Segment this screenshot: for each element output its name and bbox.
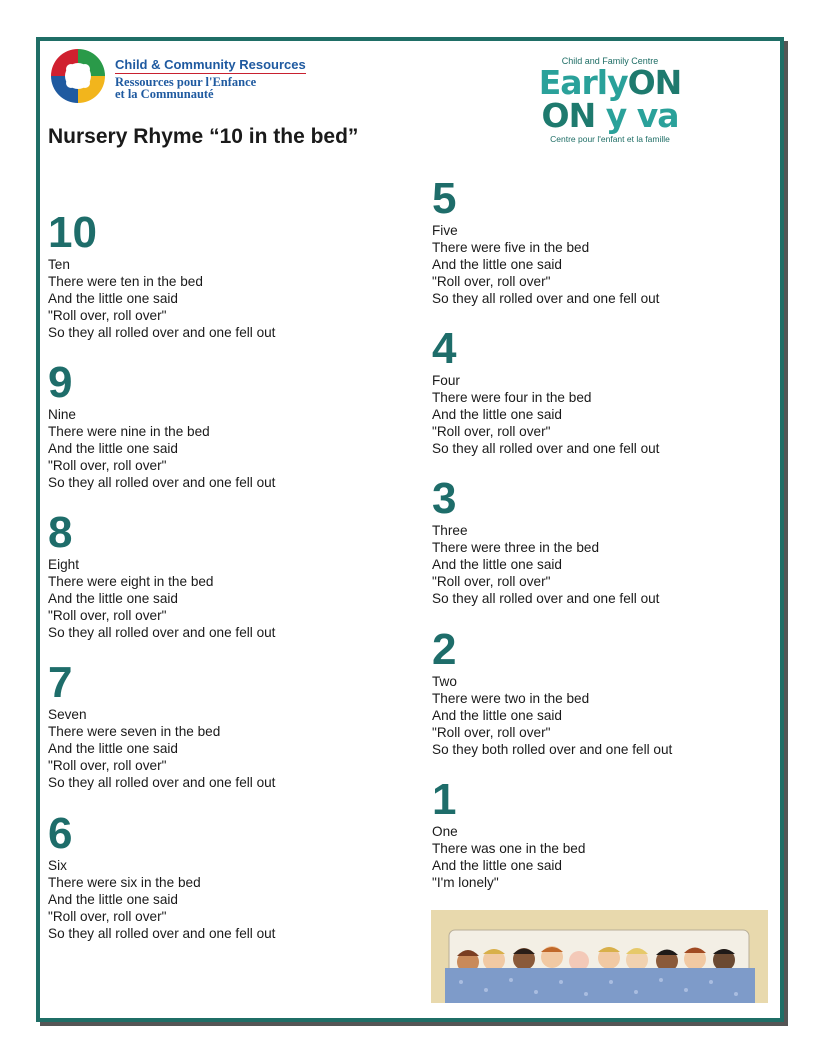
verse-line: So they all rolled over and one fell out [48, 325, 276, 340]
verse-line: There were seven in the bed [48, 724, 221, 739]
verse-6 [48, 811, 368, 942]
verse-line: So they all rolled over and one fell out [432, 291, 660, 306]
ccr-wordmark [115, 59, 306, 100]
verse-number: 5 [432, 174, 457, 223]
verse-line: So they all rolled over and one fell out [48, 625, 276, 640]
verse-line: So they both rolled over and one fell out [432, 742, 673, 757]
verse-number: 9 [48, 358, 73, 407]
verse-4 [432, 326, 752, 457]
verse-line: There were ten in the bed [48, 274, 203, 289]
verse-line: So they all rolled over and one fell out [48, 926, 276, 941]
verse-line: "Roll over, roll over" [432, 725, 551, 740]
verse-line: "Roll over, roll over" [48, 608, 167, 623]
verse-number: 10 [48, 208, 97, 257]
verse-9 [48, 360, 368, 491]
verse-word: Ten [48, 257, 70, 272]
verse-line: There were five in the bed [432, 240, 590, 255]
verse-number: 3 [432, 474, 457, 523]
earlyon-wordmark-2 [535, 96, 685, 135]
verse-line: "Roll over, roll over" [432, 574, 551, 589]
earlyon-word-early: Early [538, 63, 628, 102]
earlyon-wordmark-1 [535, 63, 685, 102]
verse-8 [48, 510, 368, 641]
verse-7 [48, 660, 368, 791]
ccr-logo [47, 46, 312, 106]
verse-5 [432, 176, 752, 307]
verse-line: "Roll over, roll over" [432, 424, 551, 439]
verse-line: "Roll over, roll over" [48, 758, 167, 773]
verse-line: So they all rolled over and one fell out [432, 591, 660, 606]
verse-line: There were six in the bed [48, 875, 201, 890]
verse-number: 2 [432, 625, 457, 674]
verse-line: So they all rolled over and one fell out [48, 475, 276, 490]
verse-line: And the little one said [48, 741, 178, 756]
verse-word: Nine [48, 407, 76, 422]
earlyon-logo [535, 56, 685, 156]
verse-word: Five [432, 223, 458, 238]
verse-number: 6 [48, 809, 73, 858]
ccr-emblem-icon [47, 46, 109, 106]
verse-1 [432, 777, 752, 891]
verse-line: And the little one said [432, 407, 562, 422]
verse-number: 4 [432, 324, 457, 373]
verse-line: "Roll over, roll over" [48, 909, 167, 924]
org-name-fr-2: et la Communauté [115, 87, 214, 101]
verse-word: Eight [48, 557, 79, 572]
verse-word: Six [48, 858, 67, 873]
verse-line: And the little one said [48, 291, 178, 306]
verse-2 [432, 627, 752, 758]
org-name-fr-1: Ressources pour l'Enfance [115, 75, 257, 89]
bed-illustration [431, 910, 768, 1003]
earlyon-tagline-fr: Centre pour l'enfant et la famille [550, 134, 670, 144]
earlyon-word-yva: y va [605, 96, 679, 135]
verse-line: There were four in the bed [432, 390, 592, 405]
verse-line: "Roll over, roll over" [48, 308, 167, 323]
verse-line: There were two in the bed [432, 691, 590, 706]
verse-line: And the little one said [432, 257, 562, 272]
verse-word: One [432, 824, 458, 839]
verse-line: "Roll over, roll over" [432, 274, 551, 289]
verse-line: And the little one said [432, 858, 562, 873]
org-name-en: Child & Community Resources [115, 57, 306, 72]
verse-line: "Roll over, roll over" [48, 458, 167, 473]
verse-line: "I'm lonely" [432, 875, 499, 890]
verse-line: And the little one said [432, 557, 562, 572]
verse-line: And the little one said [48, 892, 178, 907]
verse-line: And the little one said [48, 441, 178, 456]
verse-word: Three [432, 523, 468, 538]
verse-line: There was one in the bed [432, 841, 586, 856]
verse-10 [48, 210, 368, 341]
verse-word: Four [432, 373, 460, 388]
verse-word: Seven [48, 707, 87, 722]
verse-line: And the little one said [48, 591, 178, 606]
verse-3 [432, 476, 752, 607]
earlyon-tagline-en: Child and Family Centre [561, 56, 659, 66]
verse-line: There were nine in the bed [48, 424, 210, 439]
verse-line: So they all rolled over and one fell out [48, 775, 276, 790]
verse-number: 1 [432, 775, 457, 824]
verse-line: And the little one said [432, 708, 562, 723]
earlyon-word-on: ON [627, 63, 682, 102]
verse-line: There were eight in the bed [48, 574, 214, 589]
verse-number: 8 [48, 508, 73, 557]
earlyon-word-on-2: ON [541, 96, 596, 135]
verse-number: 7 [48, 658, 73, 707]
page-title: Nursery Rhyme “10 in the bed” [48, 125, 359, 148]
verse-line: There were three in the bed [432, 540, 600, 555]
verse-word: Two [432, 674, 457, 689]
verse-line: So they all rolled over and one fell out [432, 441, 660, 456]
